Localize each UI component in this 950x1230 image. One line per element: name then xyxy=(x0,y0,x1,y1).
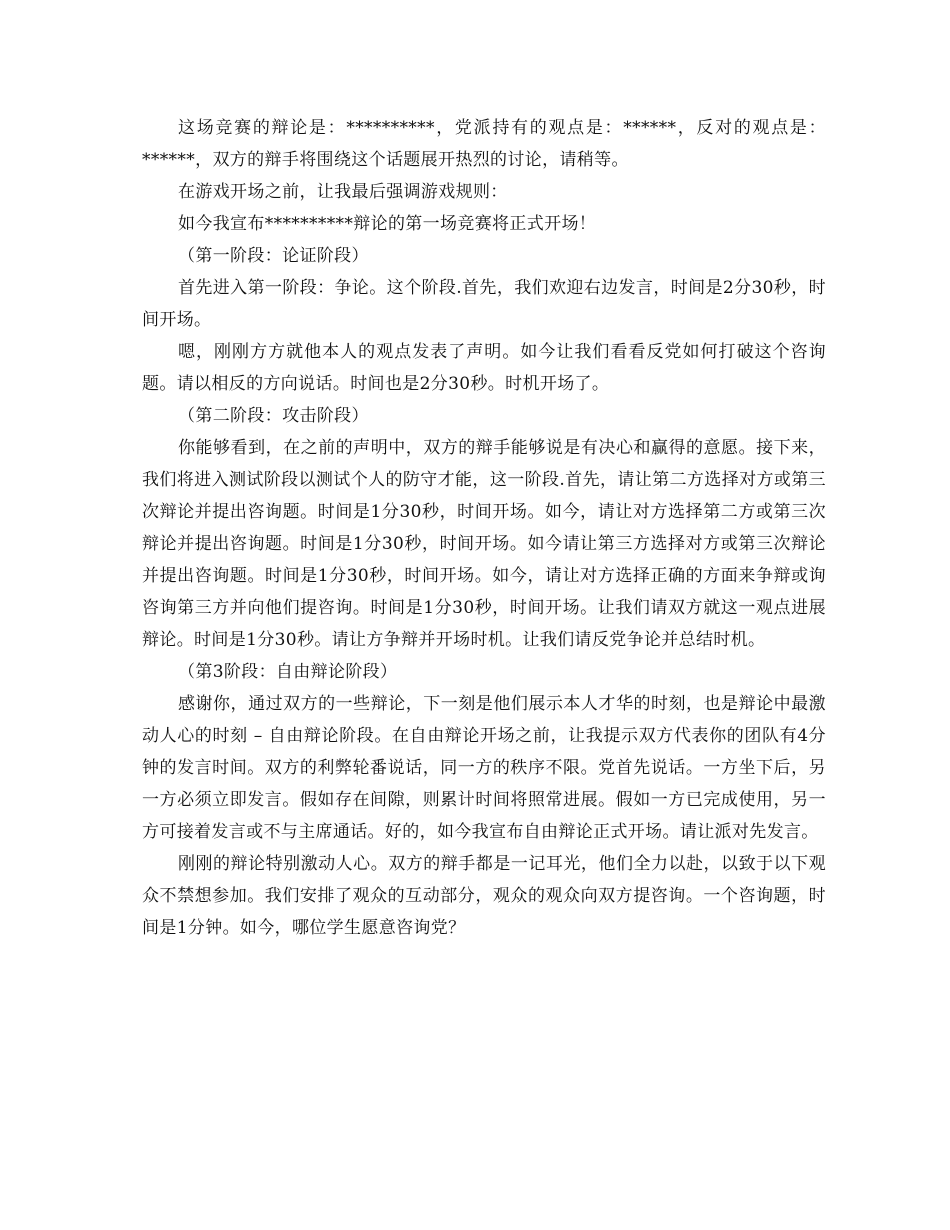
paragraph-rules-intro: 在游戏开场之前，让我最后强调游戏规则： xyxy=(178,182,508,202)
paragraph-stage-one-first: 首先进入第一阶段：争论。这个阶段.首先，我们欢迎右边发言，时间是2分30秒，时间开场。 xyxy=(142,278,826,330)
heading-stage-one: （第一阶段：论证阶段） xyxy=(178,246,369,266)
paragraph-stage-one-second: 嗯，刚刚方方就他本人的观点发表了声明。如今让我们看看反党如何打破这个咨询题。请以相反的方向说话。时间也是2分30秒。时机开场了。 xyxy=(142,342,826,394)
paragraph-debate-topic: 这场竞赛的辩论是：**********，党派持有的观点是：******，反对的观点是：******，双方的辩手将围绕这个话题展开热烈的讨论，请稍等。 xyxy=(142,118,826,170)
heading-stage-two: （第二阶段：攻击阶段） xyxy=(178,406,369,426)
paragraph-free-debate: 感谢你，通过双方的一些辩论，下一刻是他们展示本人才华的时刻，也是辩论中最激动人心的时刻 – 自由辩论阶段。在自由辩论开场之前，让我提示双方代表你的团队有4分钟的发言时间。双方的利弊轮番说话，同一方的秩序不限。党首先说话。一方坐下后，另一方必须立即发言。假如存在间隙，则累计时间将照常进展。假如一方已完成使用，另一方可接着发言或不与主席通话。好的，如今我宣布自由辩论正式开场。请让派对先发言。 xyxy=(142,694,826,842)
paragraph-opening-announcement: 如今我宣布**********辩论的第一场竞赛将正式开场！ xyxy=(178,214,597,234)
paragraph-stage-two: 你能够看到，在之前的声明中，双方的辩手能够说是有决心和赢得的意愿。接下来，我们将进入测试阶段以测试个人的防守才能，这一阶段.首先，请让第二方选择对方或第三次辩论并提出咨询题。时间是1分30秒，时间开场。如今，请让对方选择第二方或第三次辩论并提出咨询题。时间是1分30秒，时间开场。如今请让第三方选择对方或第三次辩论并提出咨询题。时间是1分30秒，时间开场。如今，请让对方选择正确的方面来争辩或询咨询第三方并向他们提咨询。时间是1分30秒，时间开场。让我们请双方就这一观点进展辩论。时间是1分30秒。请让方争辩并开场时机。让我们请反党争论并总结时机。 xyxy=(142,438,826,650)
paragraph-audience-questions: 刚刚的辩论特别激动人心。双方的辩手都是一记耳光，他们全力以赴，以致于以下观众不禁想参加。我们安排了观众的互动部分，观众的观众向双方提咨询。一个咨询题，时间是1分钟。如今，哪位学生愿意咨询党？ xyxy=(142,854,826,938)
heading-stage-three: （第3阶段：自由辩论阶段） xyxy=(178,662,398,682)
document-body xyxy=(142,112,826,944)
